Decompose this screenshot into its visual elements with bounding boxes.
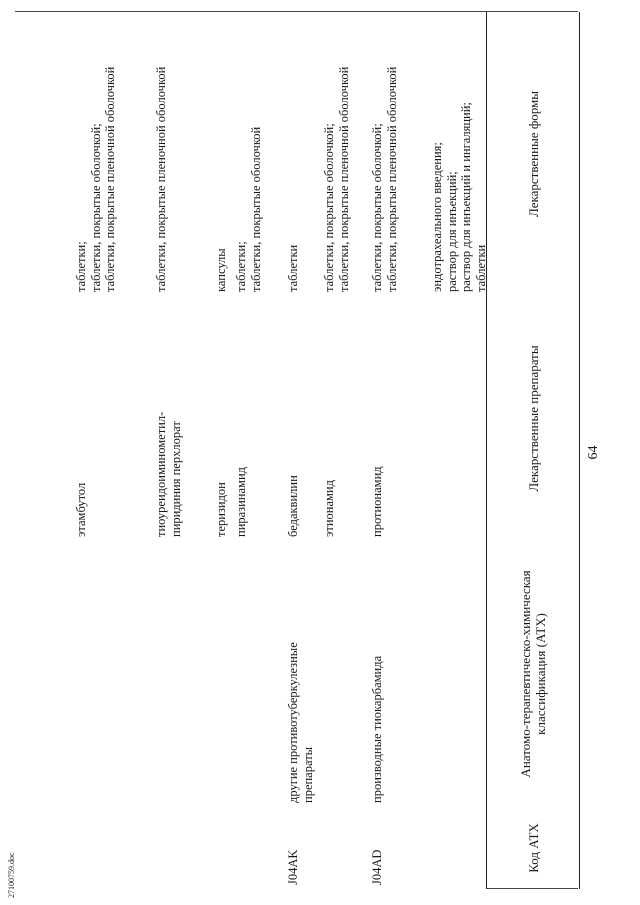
classification-cell [210,541,230,807]
forms-cell [230,12,282,296]
code-cell [150,807,210,889]
forms-cell [366,12,426,296]
forms-cell-line: таблетки, покрытые пленочной оболочкой [384,66,399,292]
forms-cell [426,12,486,296]
footer-document-code: 27100759.doc [7,852,16,898]
forms-cell [210,12,230,296]
table-row [426,12,486,889]
classification-cell [70,541,150,807]
forms-cell-line: таблетки, покрытые оболочкой [248,126,263,292]
table-row [70,12,150,889]
classification-cell [230,541,282,807]
code-cell-line: J04AK [286,849,300,885]
code-cell [366,807,426,889]
forms-cell-line: таблетки; [74,241,88,292]
classification-cell [282,541,318,807]
forms-cell-line: таблетки; [234,241,248,292]
drug-cell [150,296,210,541]
header-code: Код АТХ [525,823,541,873]
forms-cell-line: таблетки, покрытые оболочкой; [370,123,384,292]
code-cell [282,807,318,889]
forms-cell [282,12,318,296]
drug-cell [70,296,150,541]
drug-cell [366,296,426,541]
classification-cell-line: препараты [300,746,315,803]
drug-cell-line: тиоуреидоиминометил- [154,411,168,537]
forms-cell-line: раствор для инъекций; [444,171,459,292]
header-classification: Анатомо-терапевтическо-химическая классификация (АТХ) [518,570,548,778]
code-cell [230,807,282,889]
header-preparations: Лекарственные препараты [525,345,541,492]
table-header-row [486,12,580,889]
drug-cell [210,296,230,541]
code-cell [318,807,366,889]
table-row [210,12,230,889]
classification-cell [366,541,426,807]
drug-cell [318,296,366,541]
classification-cell [318,541,366,807]
forms-cell [150,12,210,296]
table-row [282,12,318,889]
drug-cell-line: теризидон [214,482,228,537]
forms-cell [70,12,150,296]
table-row [318,12,366,889]
code-cell [70,807,150,889]
table-row [230,12,282,889]
classification-cell-line: другие противотуберкулезные [286,642,300,803]
classification-cell [150,541,210,807]
table-row [366,12,426,889]
drug-cell-line: этамбутол [74,482,88,537]
forms-cell-line: таблетки, покрытые пленочной оболочкой [103,66,117,292]
forms-cell-line: эндотрахеального введения; [430,142,444,292]
code-cell [426,807,486,889]
forms-cell [318,12,366,296]
code-cell-line: J04AD [370,849,384,885]
forms-cell-line: таблетки, покрытые пленочной оболочкой [336,66,351,292]
forms-cell-line: таблетки [473,244,488,292]
drug-cell-line: этионамид [322,480,336,537]
forms-cell-line: таблетки, покрытые оболочкой; [322,123,336,292]
classification-cell-line: производные тиокарбамида [370,655,384,803]
forms-cell-line: таблетки [286,244,300,292]
header-forms: Лекарственные формы [525,90,541,218]
forms-cell-line: таблетки, покрытые оболочкой; [88,123,103,292]
atc-drug-table [15,12,578,889]
table-row [150,12,210,889]
forms-cell-line: капсулы [214,248,228,292]
drug-cell-line: пиразинамид [234,466,248,537]
forms-cell-line: таблетки, покрытые пленочной оболочкой [154,66,168,292]
drug-cell [426,296,486,541]
code-cell [210,807,230,889]
drug-cell [230,296,282,541]
drug-cell-line: протионамид [370,466,384,537]
page-number: 64 [586,445,601,460]
classification-cell [426,541,486,807]
drug-cell-line: бедаквилин [286,475,300,537]
drug-cell [282,296,318,541]
drug-cell-line: пиридиния перхлорат [168,421,183,537]
forms-cell-line: раствор для инъекций и ингаляций; [459,102,473,292]
